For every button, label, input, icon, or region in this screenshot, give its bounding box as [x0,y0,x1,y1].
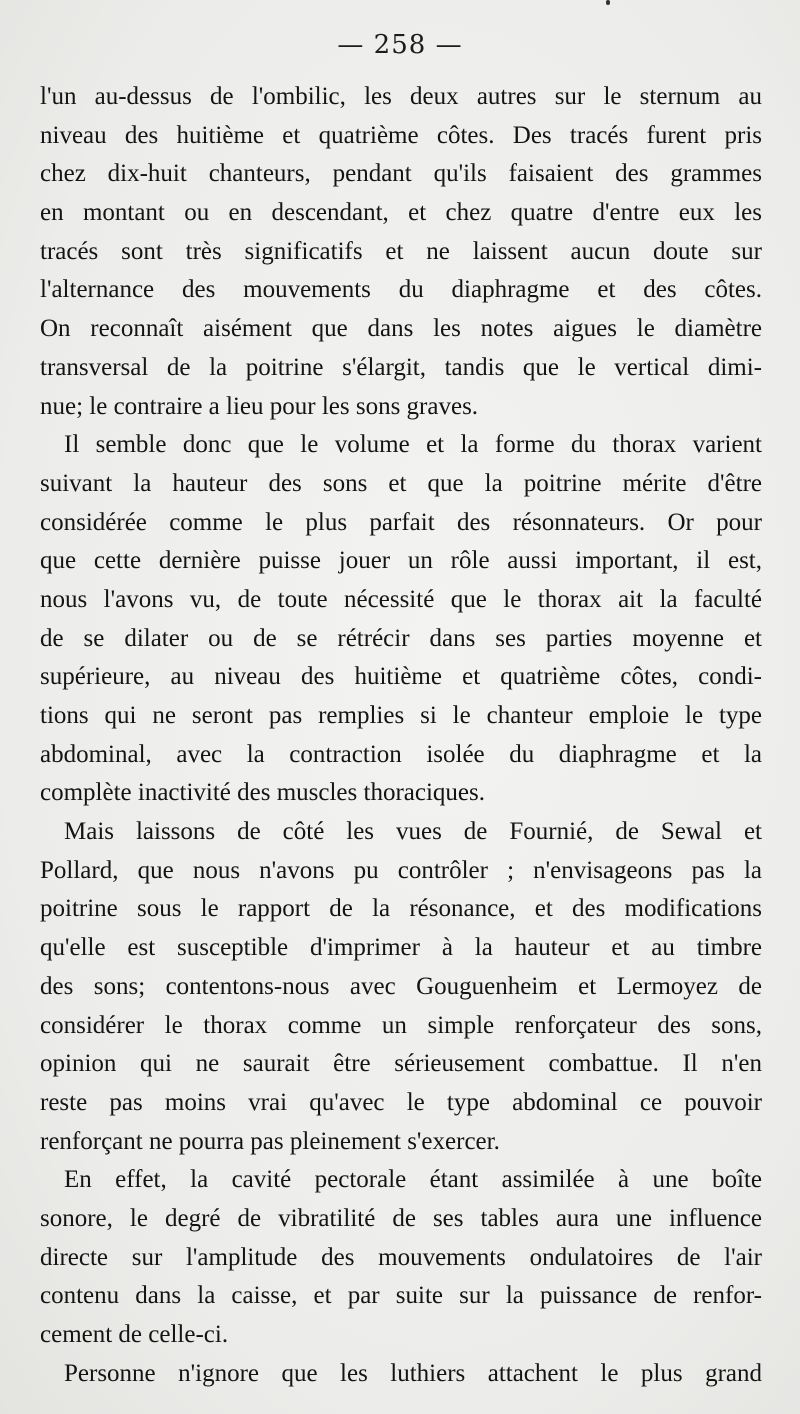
text-line: Mais laissons de côté les vues de Fournié, de Sewal et [64,818,762,846]
text-line: Pollard, que nous n'avons pu contrôler ; n'envisageons pas la [40,856,762,884]
text-line: de se dilater ou de se rétrécir dans ses parties moyenne et [40,624,762,652]
text-line: qu'elle est susceptible d'imprimer à la hauteur et au timbre [40,934,762,962]
text-line: En effet, la cavité pectorale étant assimilée à une boîte [64,1166,762,1194]
paragraph [40,1355,762,1394]
text-line: nous l'avons vu, de toute nécessité que le thorax ait la faculté [40,585,762,613]
text-line: l'un au-dessus de l'ombilic, les deux autres sur le sternum au [40,83,762,110]
text-line: tions qui ne seront pas remplies si le chanteur emploie le type [40,702,762,729]
text-line: considérer le thorax comme un simple renforçateur des sons, [40,1011,762,1039]
text-line: chez dix-huit chanteurs, pendant qu'ils faisaient des grammes [40,160,762,188]
text-line: Il semble donc que le volume et la forme du thorax varient [64,431,762,459]
text-line: suivant la hauteur des sons et que la poitrine mérite d'être [40,469,762,497]
text-line: nue; le contraire a lieu pour les sons graves. [40,392,479,420]
paragraph [40,426,762,813]
text-line: contenu dans la caisse, et par suite sur la puissance de renfor- [40,1282,762,1310]
text-line: considérée comme le plus parfait des résonnateurs. Or pour [40,508,762,536]
text-line: tracés sont très significatifs et ne laissent aucun doute sur [40,237,762,265]
text-line: directe sur l'amplitude des mouvements ondulatoires de l'air [40,1243,762,1271]
speck-mark [606,0,610,5]
text-line: renforçant ne pourra pas pleinement s'exercer. [40,1127,500,1155]
paragraph [40,78,762,426]
text-line: niveau des huitième et quatrième côtes. Des tracés furent pris [40,121,762,149]
text-line: On reconnaît aisément que dans les notes aigues le diamètre [40,315,762,343]
page-number: — 258 — [337,30,463,60]
text-line: opinion qui ne saurait être sérieusement combattue. Il n'en [40,1050,762,1078]
text-line: l'alternance des mouvements du diaphragme et des côtes. [40,276,762,304]
paragraph [40,813,762,1161]
text-line: cement de celle-ci. [40,1321,229,1348]
text-line: en montant ou en descendant, et chez quatre d'entre eux les [40,199,762,227]
text-line: complète inactivité des muscles thoraciques. [40,779,485,807]
text-line: poitrine sous le rapport de la résonance, et des modifications [40,895,762,923]
text-line: supérieure, au niveau des huitième et quatrième côtes, condi- [40,663,762,691]
text-line: que cette dernière puisse jouer un rôle aussi important, il est, [40,547,762,575]
text-line: des sons; contentons-nous avec Gouguenheim et Lermoyez de [40,972,762,1000]
text-line: sonore, le degré de vibratilité de ses tables aura une influence [40,1204,762,1232]
body-text [40,78,762,1393]
text-line: abdominal, avec la contraction isolée du diaphragme et la [40,740,762,768]
text-line: reste pas moins vrai qu'avec le type abdominal ce pouvoir [40,1088,762,1116]
paragraph [40,1161,762,1354]
text-line: Personne n'ignore que les luthiers attachent le plus grand [64,1359,762,1387]
text-line: transversal de la poitrine s'élargit, tandis que le vertical dimi- [40,353,762,381]
